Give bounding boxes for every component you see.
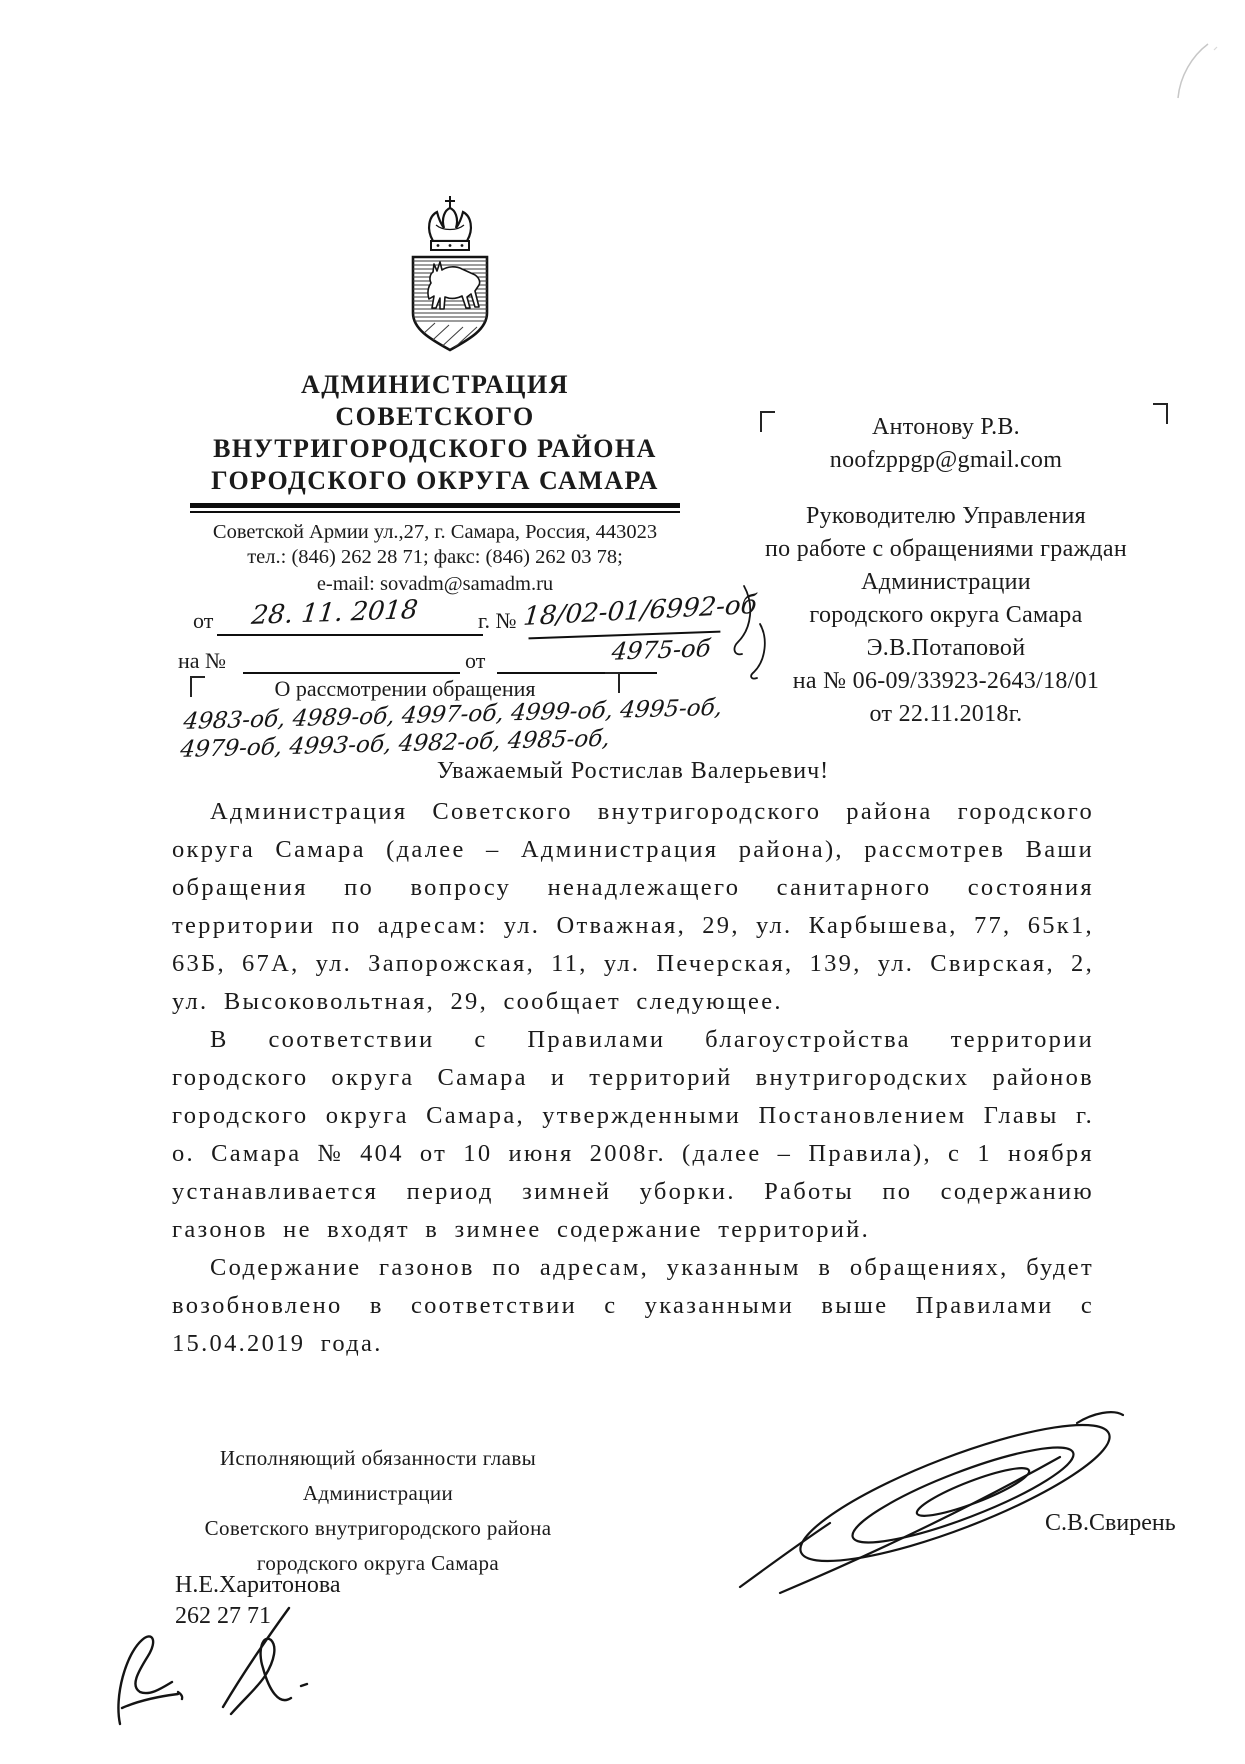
recipient-line: Руководителю Управления <box>805 503 1087 529</box>
signer-name: С.В.Свирень <box>1045 1510 1176 1536</box>
org-name-line: СОВЕТСКОГО <box>335 402 535 431</box>
address-line: Советской Армии ул.,27, г. Самара, Россия, 443023 <box>212 521 658 543</box>
recipient-block <box>730 405 1162 731</box>
recipient-line: городского округа Самара <box>809 602 1083 628</box>
letterhead-address <box>165 520 705 597</box>
letterhead <box>165 195 705 597</box>
reply-from-label: от <box>465 648 486 673</box>
divider-thin-line <box>190 511 680 513</box>
body-paragraph: Администрация Советского внутригородского района городского округа Самара (далее – Администрация района), рассмотрев Ваши обращения по вопросу ненадлежащего санитарного состояния территории по адресам: ул. Отважная, 29, ул. Карбышева, 77, 65к1, 63Б, 67А, ул. Запорожская, 11, ул. Печерская, 139, ул. Свирская, 2, ул. Высоковольтная, 29, сообщает следующее. <box>172 798 1094 1015</box>
handwritten-refs-line: 4979-об, 4993-об, 4982-об, 4985-об, <box>178 725 612 763</box>
corner-mark-left <box>190 676 205 697</box>
org-name-line: ВНУТРИГОРОДСКОГО РАЙОНА <box>213 434 657 463</box>
samara-coat-of-arms-icon <box>403 195 497 355</box>
recipient-line: от 22.11.2018г. <box>869 701 1023 727</box>
handwritten-date: 28. 11. 2018 <box>250 595 420 631</box>
recipient-line: на № 06-09/33923-2643/18/01 <box>792 668 1100 694</box>
executor-name: Н.Е.Харитонова <box>175 1572 341 1598</box>
recipient-gap <box>730 476 1162 500</box>
reply-number-underline <box>243 648 460 674</box>
number-field-label: г. № <box>478 608 517 633</box>
reply-from-underline <box>497 648 657 674</box>
body-paragraph: В соответствии с Правилами благоустройства территории городского округа Самара и территорий внутригородских районов городского округа Самара, утвержденными Постановлением Главы г. о. Самара № 404 от 10 июня 2008г. (далее – Правила), с 1 ноября устанавливается период зимней уборки. Работы по содержанию газонов не входят в зимнее содержание территорий. <box>172 1026 1094 1243</box>
org-name <box>165 369 705 497</box>
handwritten-initials-left <box>108 1626 208 1731</box>
corner-mark-right <box>1153 403 1168 424</box>
handwritten-number: 18/02-01/6992-об <box>521 589 759 633</box>
signer-title-line: городского округа Самара <box>256 1551 500 1575</box>
executor-phone: 262 27 71 <box>175 1603 271 1629</box>
signer-title-line: Исполняющий обязанности главы Администрации <box>219 1446 537 1505</box>
address-email-line: e-mail: sovadm@samadm.ru <box>316 573 554 595</box>
org-name-line: АДМИНИСТРАЦИЯ <box>300 370 570 399</box>
reply-number-label: на № <box>178 648 227 673</box>
address-line: тел.: (846) 262 28 71; факс: (846) 262 03 78; <box>247 546 623 568</box>
recipient-line: Э.В.Потаповой <box>866 635 1026 661</box>
signer-title <box>163 1441 593 1581</box>
letterhead-divider <box>190 503 680 513</box>
org-name-line: ГОРОДСКОГО ОКРУГА САМАРА <box>211 466 659 495</box>
handwritten-reference-numbers <box>179 692 787 764</box>
salutation: Уважаемый Ростислав Валерьевич! <box>436 758 830 784</box>
recipient-name: Антонову Р.В. <box>872 414 1020 440</box>
body-paragraph: Содержание газонов по адресам, указанным в обращениях, будет возобновлено в соответствии с указанными выше Правилами с 15.04.2019 года. <box>172 1254 1094 1357</box>
signature-scribble <box>725 1405 1135 1605</box>
handwritten-number-2: 4975-об <box>610 634 712 666</box>
subject-line: О рассмотрении обращения <box>274 676 536 701</box>
letter-body <box>172 758 1094 1363</box>
handwritten-initials-right <box>213 1602 313 1732</box>
signer-title-line: Советского внутригородского района <box>204 1516 552 1540</box>
corner-mark-left <box>760 411 775 432</box>
recipient-email: noofzppgp@gmail.com <box>829 447 1063 473</box>
recipient-line: Администрации <box>861 569 1031 595</box>
handwritten-refs-line: 4983-об, 4989-об, 4997-об, 4999-об, 4995-об, <box>182 694 724 735</box>
corner-mark-right <box>605 672 620 693</box>
date-field-label: от <box>193 608 214 633</box>
divider-thick-line <box>190 503 680 508</box>
scan-artifact <box>1150 36 1220 106</box>
recipient-line: по работе с обращениями граждан <box>764 536 1128 562</box>
